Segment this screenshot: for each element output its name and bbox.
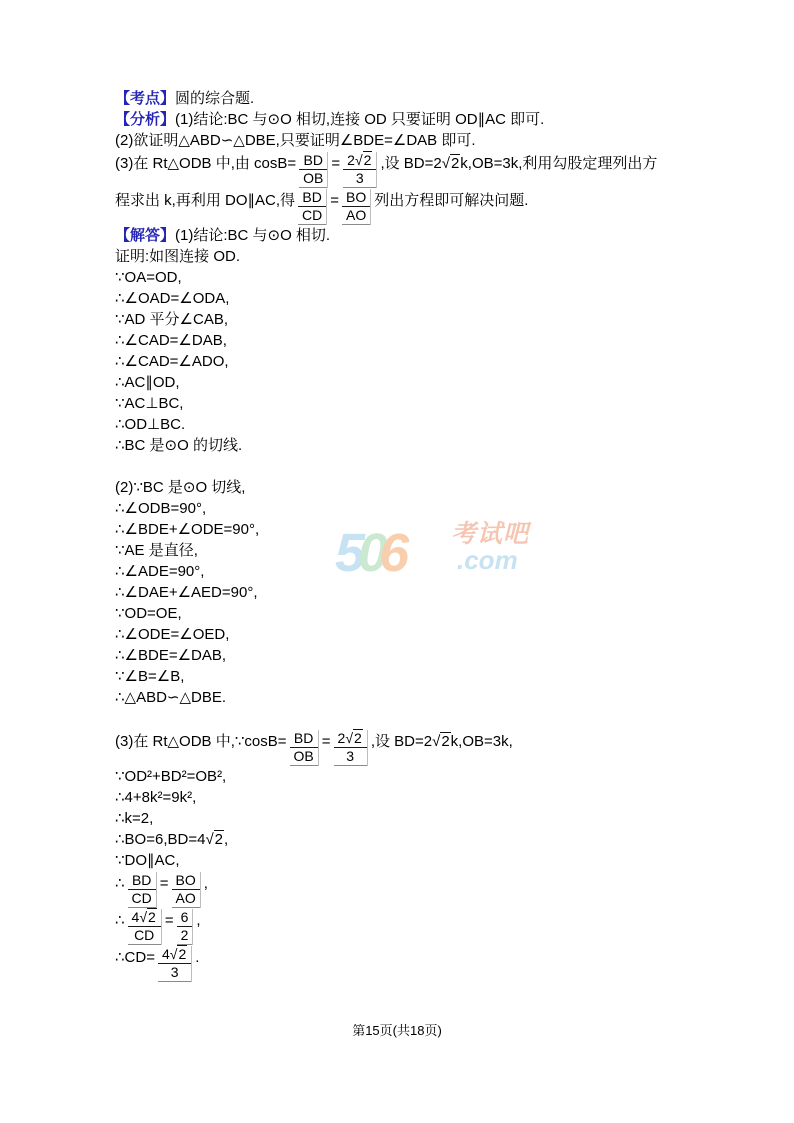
text-run: 4 <box>161 946 170 962</box>
text-run: , <box>196 912 201 929</box>
text-run: ∴CD= <box>115 949 155 966</box>
text-run: ∴k=2, <box>115 810 154 827</box>
text-run: ∵OD²+BD²=OB², <box>115 768 227 785</box>
text-run: , <box>224 831 229 848</box>
text-run: 3 <box>346 748 355 764</box>
text-run: ∴∠OAD=∠ODA, <box>115 290 230 307</box>
text-run: ∵AD 平分∠CAB, <box>115 311 229 328</box>
text-run: ∴∠ODE=∠OED, <box>115 626 230 643</box>
sqrt-radical: √2 <box>139 909 156 925</box>
answer-conclusion-line <box>115 225 705 246</box>
fraction <box>334 730 368 766</box>
text-run: . <box>195 949 200 966</box>
sqrt-radical: √2 <box>432 733 450 750</box>
proof-2-step-1 <box>115 477 705 498</box>
text-run: ∴BO=6,BD=4 <box>115 831 206 848</box>
sqrt-radical: √2 <box>345 730 362 746</box>
fraction <box>343 152 377 188</box>
text-run: BO <box>175 872 196 888</box>
text-run: CD <box>134 927 155 943</box>
proof-intro <box>115 246 705 267</box>
text-run: 证明:如图连接 OD. <box>115 248 241 265</box>
text-run: BD <box>302 189 322 205</box>
fraction <box>128 872 157 908</box>
text-run: ∵OD=OE, <box>115 605 182 622</box>
watermark-digit-6: 6 <box>379 523 410 583</box>
proof-2-step-8 <box>115 624 705 645</box>
fraction <box>290 730 319 766</box>
section-label: 【分析】 <box>115 111 176 128</box>
text-run: ,设 BD=2 <box>370 733 433 750</box>
text-run: ∴ <box>115 875 125 892</box>
proof-2-step-5 <box>115 561 705 582</box>
text-run: k,OB=3k,利用勾股定理列出方 <box>460 155 658 172</box>
text-run: ∴△ABD∽△DBE. <box>115 689 227 706</box>
text-run: ∵OA=OD, <box>115 269 182 286</box>
text-run: , <box>203 875 208 892</box>
proof-2-step-10 <box>115 666 705 687</box>
proof-1-step-2 <box>115 288 705 309</box>
text-run: 3 <box>170 964 179 980</box>
proof-1-step-7 <box>115 393 705 414</box>
proof-1-step-1 <box>115 267 705 288</box>
text-run: = <box>164 912 174 929</box>
analysis-line-3b <box>115 188 705 225</box>
text-run: ∴BC 是⊙O 的切线. <box>115 437 243 454</box>
text-run: ∴∠CAD=∠DAB, <box>115 332 227 349</box>
proof-3-step-5 <box>115 829 705 850</box>
proof-2-step-7 <box>115 603 705 624</box>
text-run: ∵AE 是直径, <box>115 542 198 559</box>
text-run: (2)欲证明△ABD∽△DBE,只要证明∠BDE=∠DAB 即可. <box>115 132 476 149</box>
text-run: = <box>331 155 341 172</box>
text-run: ∴∠BDE=∠DAB, <box>115 647 227 664</box>
text-run: CD <box>131 890 152 906</box>
text-run: 6 <box>180 909 189 925</box>
text-run: k,OB=3k, <box>450 733 513 750</box>
proof-3-step-4 <box>115 808 705 829</box>
text-run: (1)结论:BC 与⊙O 相切. <box>175 227 331 244</box>
text-run: 圆的综合题. <box>175 90 255 107</box>
proof-3-step-8 <box>115 908 705 945</box>
sqrt-radical: √2 <box>169 946 187 962</box>
text-run: ∴∠CAD=∠ADO, <box>115 353 229 370</box>
text-run: 2 <box>337 730 346 746</box>
text-run: (1)结论:BC 与⊙O 相切,连接 OD 只要证明 OD∥AC 即可. <box>175 111 545 128</box>
document-body <box>115 88 705 982</box>
proof-2-step-2 <box>115 498 705 519</box>
text-run: = <box>159 875 169 892</box>
proof-3-step-7 <box>115 871 705 908</box>
text-run: ∴4+8k²=9k², <box>115 789 197 806</box>
fraction <box>128 909 162 945</box>
text-run: OB <box>303 170 324 186</box>
proof-3-step-1 <box>115 729 705 766</box>
text-run: (3)在 Rt△ODB 中,由 cosB= <box>115 155 297 172</box>
analysis-line-2 <box>115 130 705 151</box>
fraction <box>299 152 328 188</box>
proof-1-step-3 <box>115 309 705 330</box>
text-run: ∴∠ODB=90°, <box>115 500 207 517</box>
fraction <box>342 189 371 225</box>
sqrt-radical: √2 <box>441 155 460 172</box>
fraction <box>172 872 201 908</box>
text-run: 2 <box>180 927 189 943</box>
watermark-digit-0: 0 <box>358 523 389 583</box>
page-footer: 第15页(共18页) <box>352 1023 442 1038</box>
text-run: CD <box>302 207 323 223</box>
text-run: ∴ <box>115 912 125 929</box>
exam-point-line <box>115 88 705 109</box>
watermark-site-name: 考试吧 <box>451 520 530 548</box>
proof-2-step-6 <box>115 582 705 603</box>
text-run: (3)在 Rt△ODB 中,∵cosB= <box>115 733 287 750</box>
text-run: = <box>321 733 331 750</box>
text-run: AO <box>175 890 196 906</box>
text-run: OB <box>293 748 314 764</box>
proof-1-step-6 <box>115 372 705 393</box>
text-run: ∴OD⊥BC. <box>115 416 186 433</box>
proof-1-step-5 <box>115 351 705 372</box>
proof-3-step-2 <box>115 766 705 787</box>
text-run: ∵DO∥AC, <box>115 852 180 869</box>
fraction <box>158 946 192 982</box>
watermark-domain: .com <box>457 545 518 575</box>
proof-3-step-6 <box>115 850 705 871</box>
text-run: 列出方程即可解决问题. <box>374 192 529 209</box>
text-run: BD <box>131 872 152 888</box>
text-run: (2)∵BC 是⊙O 切线, <box>115 479 246 496</box>
text-run: BD <box>303 152 323 168</box>
text-run: = <box>330 192 340 209</box>
sqrt-radical: √2 <box>205 831 224 848</box>
text-run: ∴∠DAE+∠AED=90°, <box>115 584 258 601</box>
proof-1-step-9 <box>115 435 705 456</box>
watermark-digit-5: 5 <box>335 523 366 583</box>
proof-3-step-9 <box>115 945 705 982</box>
text-run: BD <box>293 730 314 746</box>
text-run: ∴AC∥OD, <box>115 374 180 391</box>
text-run: 4 <box>131 909 140 925</box>
fraction <box>177 909 194 945</box>
section-label: 【解答】 <box>115 227 176 244</box>
proof-2-step-9 <box>115 645 705 666</box>
fraction <box>298 189 327 225</box>
text-run: ∵∠B=∠B, <box>115 668 185 685</box>
blank-line <box>115 708 705 729</box>
text-run: ,设 BD=2 <box>380 155 442 172</box>
blank-line <box>115 456 705 477</box>
text-run: 程求出 k,再利用 DO∥AC,得 <box>115 192 296 209</box>
proof-1-step-8 <box>115 414 705 435</box>
proof-2-step-4 <box>115 540 705 561</box>
analysis-line-1 <box>115 109 705 130</box>
text-run: ∴∠ADE=90°, <box>115 563 205 580</box>
sqrt-radical: √2 <box>354 152 372 168</box>
text-run: BO <box>346 189 367 205</box>
proof-2-step-3 <box>115 519 705 540</box>
text-run: AO <box>346 207 367 223</box>
analysis-line-3a <box>115 151 705 188</box>
proof-2-step-11 <box>115 687 705 708</box>
text-run: 2 <box>347 152 355 168</box>
text-run: ∴∠BDE+∠ODE=90°, <box>115 521 260 538</box>
proof-1-step-4 <box>115 330 705 351</box>
text-run: 3 <box>355 170 364 186</box>
proof-3-step-3 <box>115 787 705 808</box>
text-run: ∵AC⊥BC, <box>115 395 184 412</box>
section-label: 【考点】 <box>115 90 176 107</box>
